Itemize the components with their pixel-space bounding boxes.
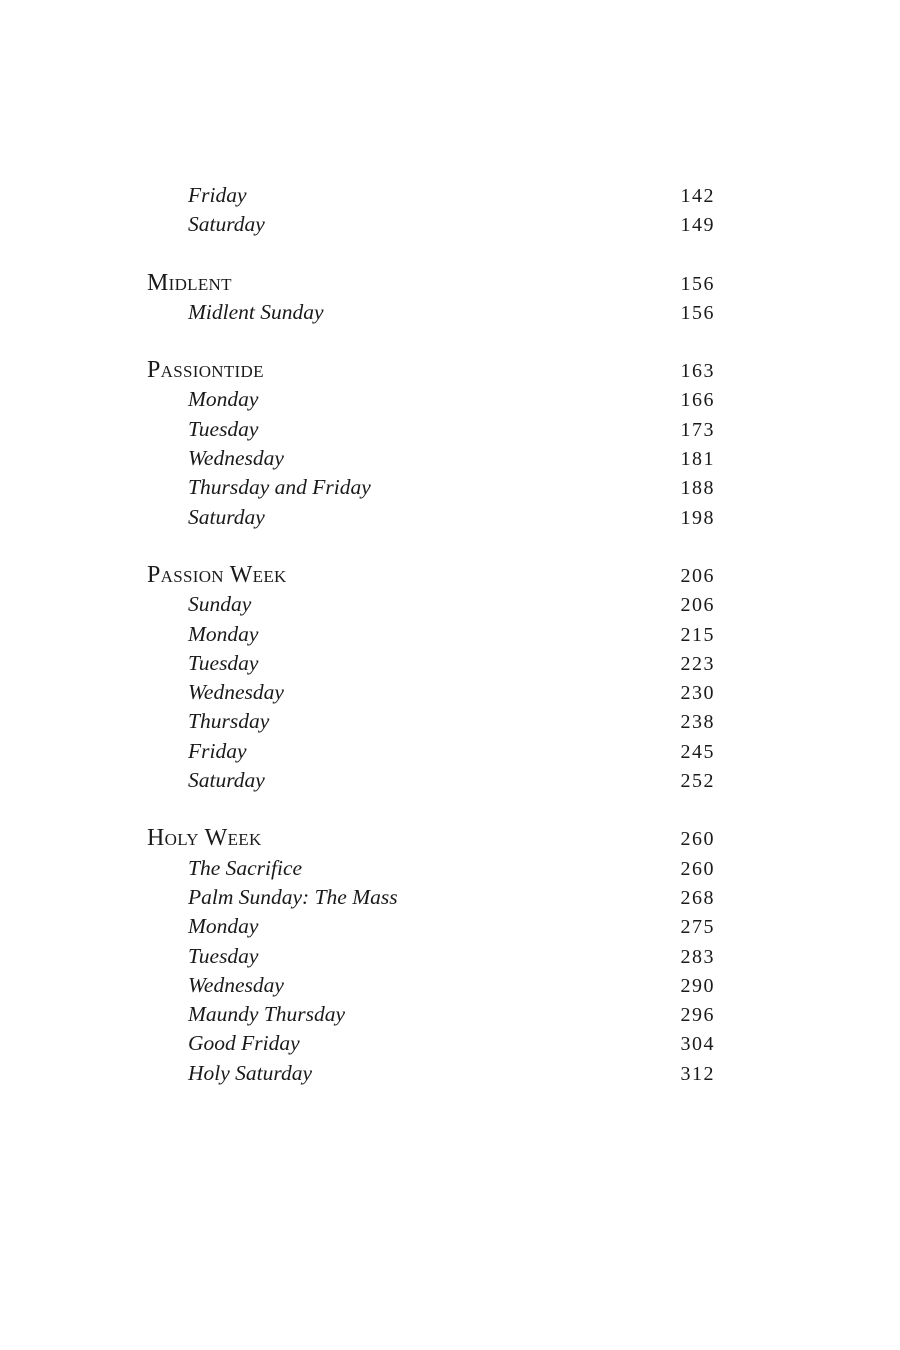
page-number: 166 [680, 389, 715, 412]
page-number: 283 [680, 945, 715, 968]
toc-entry [147, 883, 715, 912]
toc-entry [147, 473, 715, 502]
toc-entry [147, 444, 715, 473]
toc-entry [147, 678, 715, 707]
toc-entry [147, 385, 715, 414]
toc-section-heading [147, 356, 715, 385]
toc-entry [147, 503, 715, 532]
entry-title: Saturday [188, 212, 265, 237]
entry-title: Monday [188, 387, 259, 412]
page-number: 142 [680, 185, 715, 207]
section-title: Holy Week [147, 825, 262, 852]
toc-entry [147, 620, 715, 649]
toc-section [147, 824, 715, 1088]
entry-title: Midlent Sunday [188, 299, 324, 324]
toc-entry [147, 912, 715, 941]
toc-entry [147, 737, 715, 766]
toc-section [147, 181, 715, 240]
toc-entry [147, 590, 715, 619]
toc-entry [147, 766, 715, 795]
page-number: 223 [680, 652, 715, 675]
toc-entry [147, 854, 715, 883]
toc-entry [147, 415, 715, 444]
page-number: 275 [680, 916, 715, 939]
page-number: 206 [680, 594, 715, 617]
toc-entry [147, 1029, 715, 1058]
toc-section [147, 356, 715, 532]
section-title: Passiontide [147, 357, 264, 384]
toc-entry [147, 942, 715, 971]
page-number: 198 [680, 506, 715, 529]
page-number: 245 [680, 740, 715, 763]
section-title: Midlent [147, 269, 232, 296]
entry-title: Sunday [188, 592, 252, 617]
entry-title: The Sacrifice [188, 855, 303, 880]
entry-title: Wednesday [188, 972, 284, 997]
toc-entry [147, 707, 715, 736]
page-number: 163 [680, 360, 715, 383]
page-number: 304 [680, 1033, 715, 1056]
entry-title: Wednesday [188, 680, 284, 705]
toc-entry [147, 1000, 715, 1029]
page-number: 149 [680, 214, 715, 237]
page-number: 188 [680, 477, 715, 500]
toc-entry [147, 298, 715, 327]
page-number: 156 [680, 272, 715, 295]
entry-title: Tuesday [188, 650, 259, 675]
entry-title: Tuesday [188, 416, 259, 441]
entry-title: Monday [188, 621, 259, 646]
page-number: 173 [680, 418, 715, 441]
toc-entry [147, 649, 715, 678]
toc-section-heading [147, 824, 715, 853]
entry-title: Friday [188, 738, 247, 763]
entry-title: Thursday and Friday [188, 475, 371, 500]
page-number: 268 [680, 886, 715, 909]
entry-title: Tuesday [188, 943, 259, 968]
entry-title: Holy Saturday [188, 1060, 313, 1085]
entry-title: Thursday [188, 709, 270, 734]
page-number: 312 [680, 1062, 715, 1085]
entry-title: Maundy Thursday [188, 1002, 346, 1027]
table-of-contents [147, 181, 715, 1117]
entry-title: Saturday [188, 504, 265, 529]
entry-title: Friday [188, 183, 247, 207]
toc-section-heading [147, 269, 715, 298]
entry-title: Monday [188, 914, 259, 939]
page-number: 215 [680, 623, 715, 646]
page-number: 230 [680, 682, 715, 705]
entry-title: Wednesday [188, 446, 284, 471]
page-number: 260 [680, 828, 715, 851]
entry-title: Saturday [188, 768, 265, 793]
page-number: 260 [680, 857, 715, 880]
toc-section-heading [147, 561, 715, 590]
page-number: 238 [680, 711, 715, 734]
toc-section [147, 269, 715, 328]
entry-title: Palm Sunday: The Mass [188, 884, 398, 909]
toc-section [147, 561, 715, 795]
page-number: 156 [680, 301, 715, 324]
entry-title: Good Friday [188, 1031, 300, 1056]
toc-entry [147, 181, 715, 210]
section-title: Passion Week [147, 561, 287, 588]
page-number: 290 [680, 974, 715, 997]
toc-entry [147, 210, 715, 239]
toc-entry [147, 971, 715, 1000]
page-number: 252 [680, 770, 715, 793]
page-number: 181 [680, 448, 715, 471]
toc-entry [147, 1059, 715, 1088]
page-number: 206 [680, 564, 715, 587]
page-number: 296 [680, 1004, 715, 1027]
